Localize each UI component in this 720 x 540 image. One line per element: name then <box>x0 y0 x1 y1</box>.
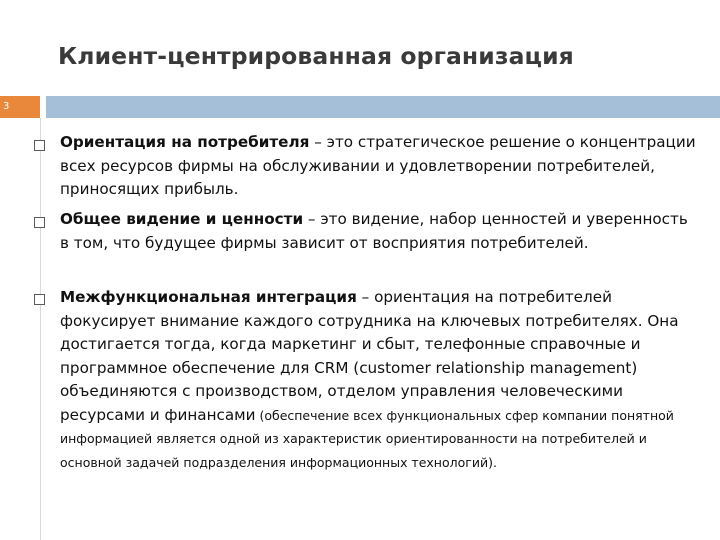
header-accent-bar <box>46 96 720 118</box>
bullet-text <box>60 286 696 474</box>
bullet-term: Общее видение и ценности <box>60 210 304 228</box>
square-bullet-icon <box>34 294 45 305</box>
bullet-body: – ориентация на потребителей фокусирует внимание каждого сотрудника на ключевых потребителях. Она достигается тогда, когда маркетинг и сбыт, телефонные справочные и программное обеспечение для CRM (customer relationship management) объединяются с производством, отделом управления человеческими ресурсами и финансами <box>60 288 679 424</box>
square-bullet-icon <box>34 140 45 151</box>
slide-number: 3 <box>0 96 40 118</box>
slide-title: Клиент-центрированная организация <box>58 42 574 70</box>
bullet-term: Межфункциональная интеграция <box>60 288 357 306</box>
left-divider-line <box>40 118 41 540</box>
bullet-body: – это видение, набор ценностей и уверенность в том, что будущее фирмы зависит от восприятия потребителей. <box>60 210 688 252</box>
square-bullet-icon <box>34 217 45 228</box>
bullet-body: – это стратегическое решение о концентрации всех ресурсов фирмы на обслуживании и удовлетворении потребителей, приносящих прибыль. <box>60 133 696 198</box>
bullet-note: (обеспечение всех функциональных сфер компании понятной информацией является одной из характеристик ориентированности на потребителей и основной задачей подразделения информационных технологий). <box>60 407 674 470</box>
bullet-text <box>60 131 696 202</box>
bullet-text <box>60 208 696 255</box>
bullet-term: Ориентация на потребителя <box>60 133 310 151</box>
